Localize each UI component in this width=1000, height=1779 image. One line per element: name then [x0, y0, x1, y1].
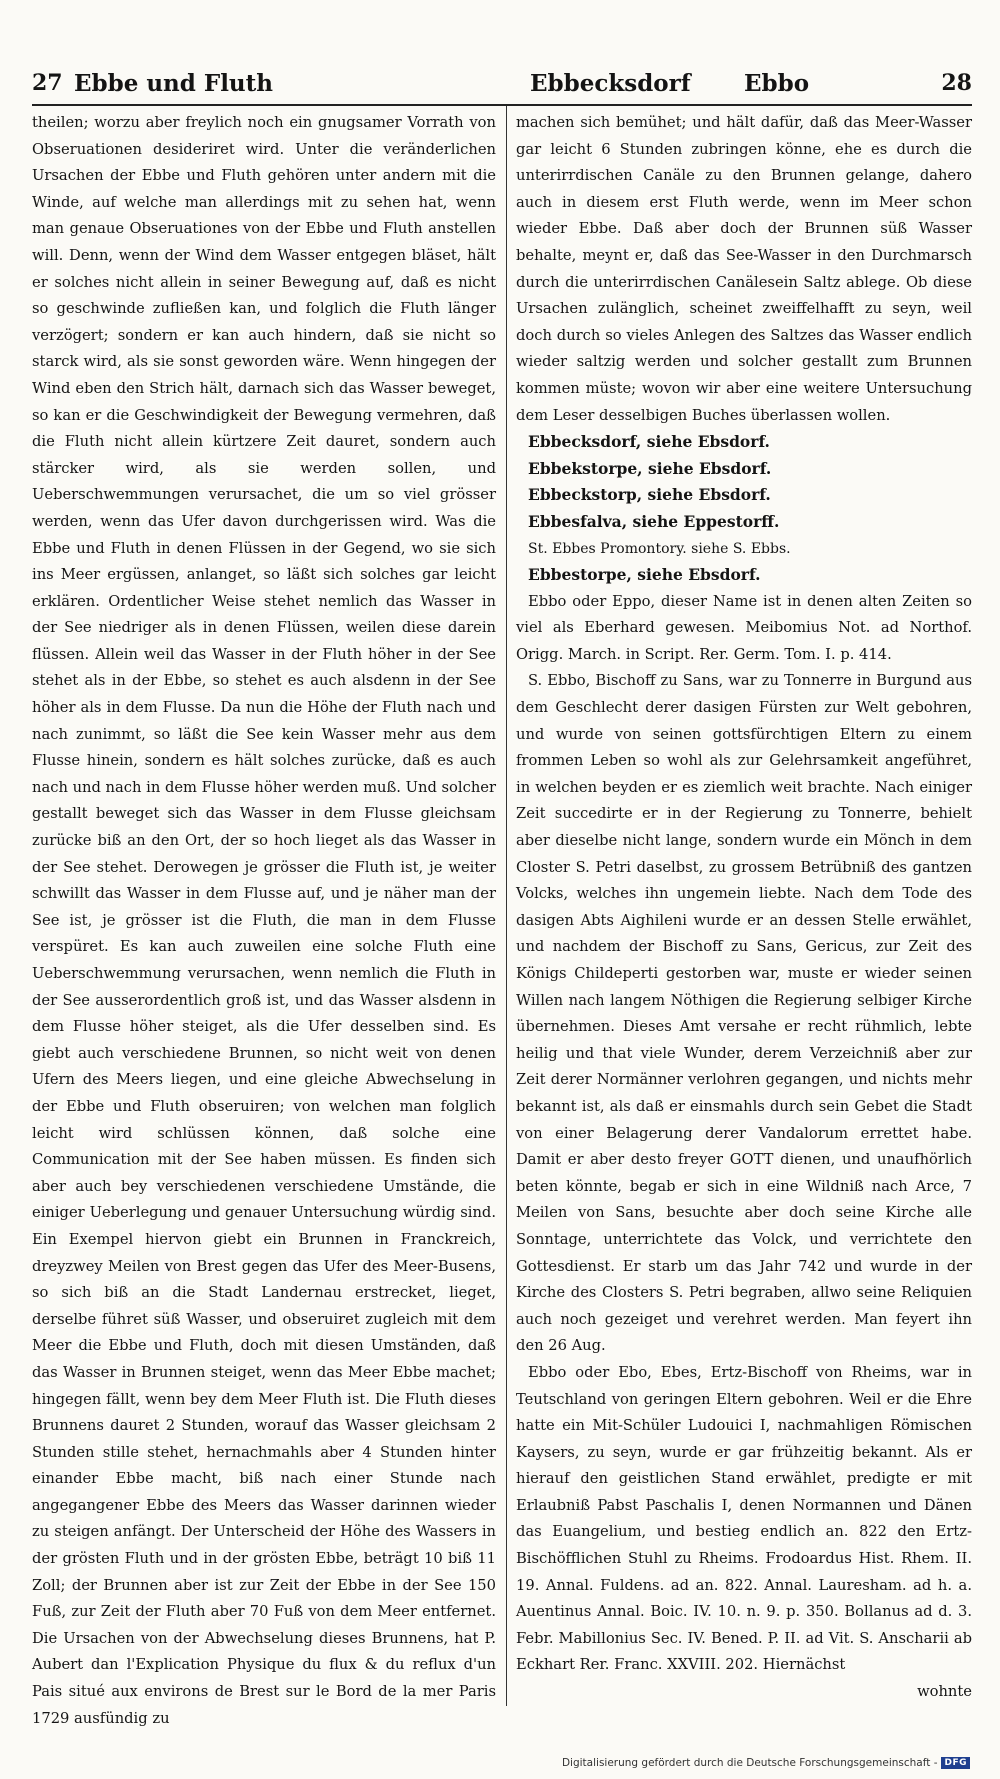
- cross-reference-entry: Ebbesfalva, siehe Eppestorff.: [528, 511, 780, 531]
- credit-text: Digitalisierung gefördert durch die Deutsche Forschungsgemeinschaft -: [561, 1757, 938, 1769]
- cross-reference-entry: Ebbeckstorp, siehe Ebsdorf.: [528, 485, 771, 505]
- left-page-number: 27: [32, 70, 63, 96]
- dfg-logo: DFG: [941, 1757, 970, 1769]
- cross-reference-entry: Ebbekstorpe, siehe Ebsdorf.: [528, 458, 772, 478]
- right-keyword-first: Ebbecksdorf: [530, 70, 691, 97]
- cross-reference-entry: Ebbecksdorf, siehe Ebsdorf.: [528, 432, 770, 452]
- left-column-text: theilen; worzu aber freylich noch ein gnugsamer Vorrath von Obseruationen desideriret wird. Unter die veränderlichen Ursachen der Ebbe und Fluth gehören unter andern mit die Winde, auf welche man allerdings mit zu sehen hat, wenn man genaue Obseruationes von der Ebbe und Fluth anstellen will. Denn, wenn der Wind dem Wasser entgegen bläset, hält er solches nicht allein in seiner Bewegung auf, daß es nicht so geschwinde zufließen kan, und folglich die Fluth länger verzögert; sondern er kan auch hindern, daß sie nicht so starck wird, als sie sonst geworden wäre. Wenn hingegen der Wind eben den Strich hält, darnach sich das Wasser beweget, so kan er die Geschwindigkeit der Bewegung vermehren, daß die Fluth nicht allein kürtzere Zeit dauret, sondern auch stärcker wird, als sie werden sollen, und Ueberschwemmungen verursachet, die um so viel grösser werden, wenn das Ufer davon durchgerissen wird. Was die Ebbe und Fluth in denen Flüssen in der Gegend, wo sie sich ins Meer ergüssen, anlanget, so läßt sich solches gar leicht erklären. Ordentlicher Weise stehet nemlich das Wasser in der See niedriger als in denen Flüssen, weilen diese darein flüssen. Allein weil das Wasser in der Fluth höher in der See stehet als in der Ebbe, so stehet es auch alsdenn in der See höher als in dem Flusse. Da nun die Höhe der Fluth nach und nach zunimmt, so läßt die See kein Wasser mehr aus dem Flusse hinein, sondern es hält solches zurücke, daß es auch nach und nach in dem Flusse höher werden muß. Und solcher gestallt beweget sich das Wasser in dem Flusse gleichsam zurücke biß an den Ort, der so hoch lieget als das Wasser in der See stehet. Derowegen je grösser die Fluth ist, je weiter schwillt das Wasser in dem Flusse auf, und je näher man der See ist, je grösser ist die Fluth, die man in dem Flusse verspüret. Es kan auch zuweilen eine solche Fluth eine Ueberschwemmung verursachen, wenn nemlich die Fluth in der See ausserordentlich groß ist, und das Wasser alsdenn in dem Flusse höher steiget, als die Ufer desselben sind. Es giebt auch verschiedene Brunnen, so nicht weit von denen Ufern des Meers liegen, und eine gleiche Abwechselung in der Ebbe und Fluth obseruiren; von welchen man folglich leicht wird schlüssen können, daß solche eine Communication mit der See haben müssen. Es finden sich aber auch bey verschiedenen verschiedene Umstände, die einiger Ueberlegung und genauer Untersuchung würdig sind. Ein Exempel hiervon giebt ein Brunnen in Franckreich, dreyzwey Meilen von Brest gegen das Ufer des Meer-Busens, so sich biß an die Stadt Landernau erstrecket, lieget, derselbe führet süß Wasser, und obseruiret zugleich mit dem Meer die Ebbe und Fluth, doch mit diesen Umständen, daß das Wasser in Brunnen steiget, wenn das Meer Ebbe machet; hingegen fällt, wenn bey dem Meer Fluth ist. Die Fluth dieses Brunnens dauret 2 Stunden, worauf das Wasser gleichsam 2 Stunden stille stehet, hernachmahls aber 4 Stunden hinter einander Ebbe macht, biß nach einer Stunde nach angegangener Ebbe des Meers das Wasser darinnen wieder zu steigen anfängt. Der Unterscheid der Höhe des Wassers in der grösten Fluth und in der grösten Ebbe, beträgt 10 biß 11 Zoll; der Brunnen aber ist zur Zeit der Ebbe in der See 150 Fuß, zur Zeit der Fluth aber 70 Fuß von dem Meer entfernet. Die Ursachen von der Abwechselung dieses Brunnens, hat P. Aubert dan l'Explication Physique du flux & du reflux d'un Pais situé aux environs de Brest sur le Bord de la mer Paris 1729 ausfündig zu: [32, 114, 496, 1727]
- right-keyword-second: Ebbo: [744, 70, 810, 97]
- catchword: wohnte: [917, 1683, 972, 1701]
- cross-reference-entry: St. Ebbes Promontory. siehe S. Ebbs.: [528, 540, 791, 557]
- column-divider: [506, 106, 507, 1706]
- lexicon-entry-s-ebbo: S. Ebbo, Bischoff zu Sans, war zu Tonnerre in Burgund aus dem Geschlecht derer dasigen Fürsten zur Welt gebohren, und wurde von seinen gottsfürchtigen Eltern zu einem frommen Leben so wohl als zur Gelehrsamkeit angeführet, in welchen beyden er es ziemlich weit brachte. Nach einiger Zeit succedirte er in der Regierung zu Tonnerre, behielt aber dieselbe nicht lange, sondern wurde ein Mönch in dem Closter S. Petri daselbst, zu grossem Betrübniß des gantzen Volcks, welches ihn ungemein liebte. Nach dem Tode des dasigen Abts Aighileni wurde er an dessen Stelle erwählet, und nachdem der Bischoff zu Sans, Gericus, zur Zeit des Königs Childeperti gestorben war, muste er wieder seinen Willen nach langem Nöthigen die Regierung selbiger Kirche übernehmen. Dieses Amt versahe er recht rühmlich, lebte heilig und that viele Wunder, derem Verzeichniß aber zur Zeit derer Normänner verlohren gegangen, und nichts mehr bekannt ist, als daß er einsmahls durch sein Gebet die Stadt von einer Belagerung derer Vandalorum errettet habe. Damit er aber desto freyer GOTT dienen, und unaufhörlich beten könnte, begab er sich in eine Wildniß nach Arce, 7 Meilen von Sans, besuchte aber doch seine Kirche alle Sonntage, unterrichtete das Volck, und verrichtete den Gottesdienst. Er starb um das Jahr 742 und wurde in der Kirche des Closters S. Petri begraben, allwo seine Reliquien auch noch gezeiget und verehret werden. Man feyert ihn den 26 Aug.: [516, 672, 972, 1355]
- right-column: [516, 110, 972, 1706]
- lexicon-entry-ebbo-name: Ebbo oder Eppo, dieser Name ist in denen alten Zeiten so viel als Eberhard gewesen. Meibomius Not. ad Northof. Origg. March. in Script. Rer. Germ. Tom. I. p. 414.: [516, 592, 972, 663]
- digitization-credit: [562, 1757, 970, 1769]
- lexicon-entry-ebbo-rheims: Ebbo oder Ebo, Ebes, Ertz-Bischoff von Rheims, war in Teutschland von geringen Eltern gebohren. Weil er die Ehre hatte ein Mit-Schüler Ludouici I, nachmahligen Römischen Kaysers, zu seyn, wurde er gar frühzeitig bekannt. Als er hierauf den geistlichen Stand erwählet, predigte er mit Erlaubniß Pabst Paschalis I, denen Normannen und Dänen das Euangelium, und bestieg endlich an. 822 den Ertz-Bischöfflichen Stuhl zu Rheims. Frodoardus Hist. Rhem. II. 19. Annal. Fuldens. ad an. 822. Annal. Lauresham. ad h. a. Auentinus Annal. Boic. IV. 10. n. 9. p. 350. Bollanus ad d. 3. Febr. Mabillonius Sec. IV. Bened. P. II. ad Vit. S. Anscharii ab Eckhart Rer. Franc. XXVIII. 202. Hiernächst: [516, 1363, 972, 1674]
- left-keyword: Ebbe und Fluth: [74, 70, 274, 97]
- continuation-paragraph: machen sich bemühet; und hält dafür, daß das Meer-Wasser gar leicht 6 Stunden zubringen könne, ehe es durch die unterirrdischen Canäle zu den Brunnen gelange, dahero auch in diesem erst Fluth werde, wenn im Meer schon wieder Ebbe. Daß aber doch der Brunnen süß Wasser behalte, meynt er, daß das See-Wasser in den Durchmarsch durch die unterirrdischen Canälesein Saltz ablege. Ob diese Ursachen zulänglich, scheinet zweiffelhafft zu seyn, weil doch durch so vieles Anlegen des Saltzes das Wasser endlich wieder saltzig werden und solcher gestallt zum Brunnen kommen müste; wovon wir aber eine weitere Untersuchung dem Leser desselbigen Buches überlassen wollen.: [516, 114, 972, 424]
- right-page-number: 28: [941, 70, 972, 96]
- cross-reference-entry: Ebbestorpe, siehe Ebsdorf.: [528, 565, 761, 585]
- header-rule: [32, 104, 972, 106]
- running-head: [32, 66, 972, 106]
- left-column: [32, 110, 496, 1732]
